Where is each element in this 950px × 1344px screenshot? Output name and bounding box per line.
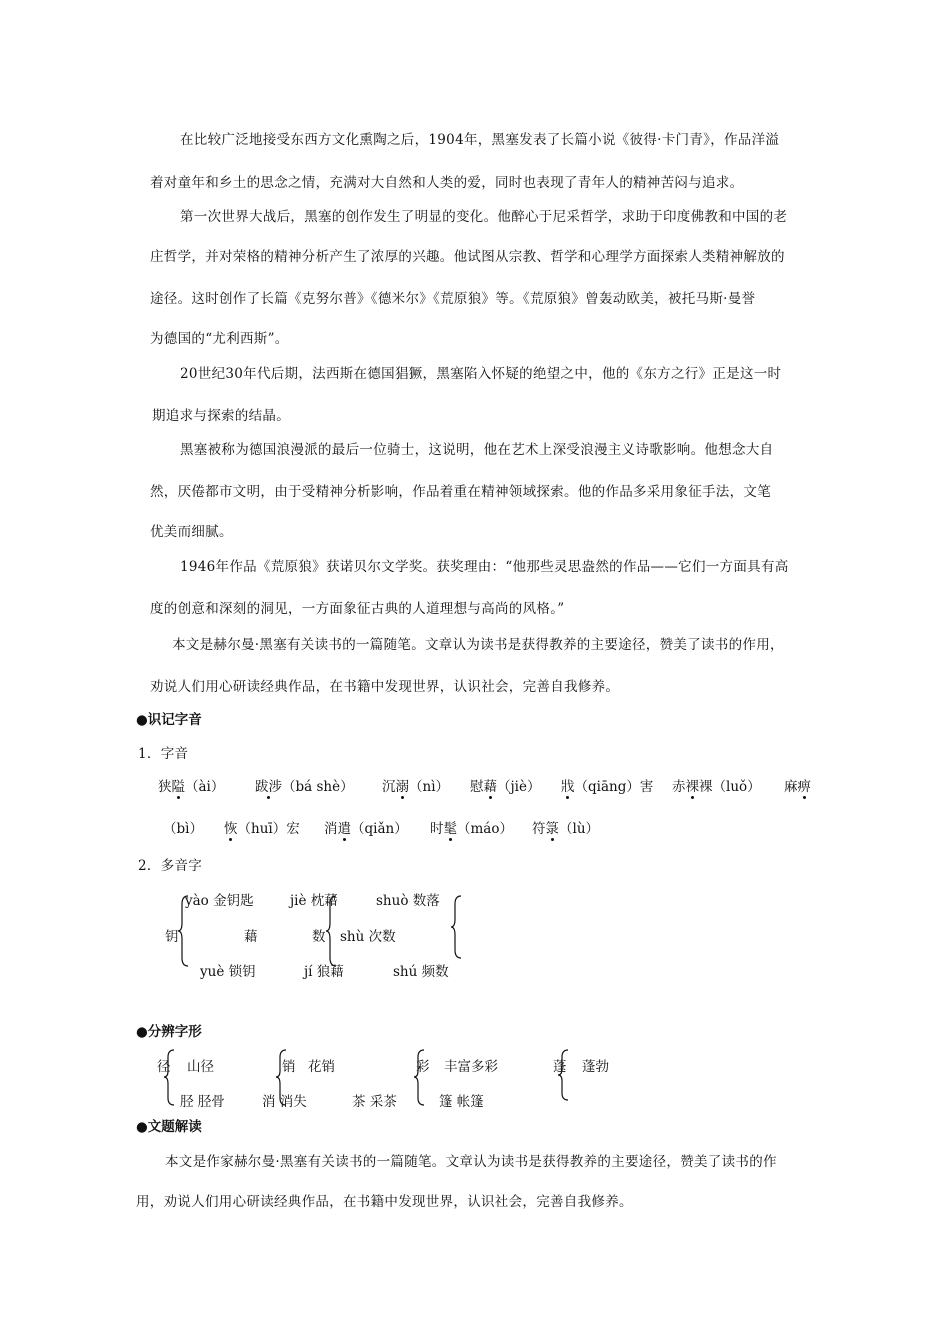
word-item: 狭隘（ài）	[158, 775, 224, 795]
poly-shu-top: shuò 数落	[376, 893, 440, 909]
intro-p2-line3: 途径。这时创作了长篇《克努尔普》《德米尔》《荒原狼》等。《荒原狼》曾轰动欧美，被托马斯·曼誉	[150, 291, 756, 307]
intro-p5-line2: 度的创意和深刻的洞见，一方面象征古典的人道理想与高尚的风格。”	[150, 601, 565, 617]
intro-p3-line2: 期追求与探索的结晶。	[152, 408, 290, 424]
word-item: 戕（qiāng）害	[561, 775, 653, 795]
brace-glyph-3	[414, 1050, 426, 1105]
intro-p1-line1: 在比较广泛地接受东西方文化熏陶之后，1904年，黑塞发表了长篇小说《彼得·卡门青》，作品洋溢	[180, 132, 780, 148]
intro-p4-line2: 然，厌倦都市文明，由于受精神分析影响，作品着重在精神领域探索。他的作品多采用象征手法，文笔	[150, 484, 771, 500]
subheading-polyphonic: 2．多音字	[138, 858, 203, 874]
glyph-key: 彩	[416, 1059, 430, 1075]
word-item: 符箓（lù）	[532, 817, 599, 837]
poly-jie-key: 藉	[244, 929, 258, 945]
intro-p2-line4: 为德国的“尤利西斯”。	[150, 331, 289, 347]
glyph-key: 径	[157, 1059, 171, 1075]
glyph-key: 蓬	[553, 1059, 567, 1075]
section-heading-glyphs: ●分辨字形	[136, 1024, 202, 1040]
intro-p3-line1: 20世纪30年代后期，法西斯在德国猖獗，黑塞陷入怀疑的绝望之中，他的《东方之行》正是这一时	[180, 366, 782, 382]
intro-p2-line2: 庄哲学，并对荣格的精神分析产生了浓厚的兴趣。他试图从宗教、哲学和心理学方面探索人类精神解放的	[150, 249, 785, 265]
poly-shu-mid: shù 次数	[340, 929, 396, 945]
section-heading-pronunciation: ●识记字音	[136, 712, 202, 728]
brace-yao	[178, 896, 190, 966]
glyph-bottom: 篷 帐篷	[439, 1094, 484, 1110]
poly-shu-bottom: shú 频数	[393, 964, 449, 980]
section-heading-title-reading: ●文题解读	[136, 1119, 202, 1135]
intro-p2-line1: 第一次世界大战后，黑塞的创作发生了明显的变化。他醉心于尼采哲学，求助于印度佛教和中国的老	[180, 209, 788, 225]
intro-p6-line2: 劝说人们用心研读经典作品，在书籍中发现世界，认识社会，完善自我修养。	[150, 679, 620, 695]
intro-p6-line1: 本文是赫尔曼·黑塞有关读书的一篇随笔。文章认为读书是获得教养的主要途径，赞美了读书的作用，	[172, 637, 784, 653]
word-item: （bì）	[163, 821, 203, 837]
word-item: 慰藉（jiè）	[470, 775, 541, 795]
poly-yao-top: yào 金钥匙	[185, 893, 254, 909]
word-item: 跋涉（bá shè）	[255, 775, 354, 795]
intro-p5-line1: 1946年作品《荒原狼》获诺贝尔文学奖。获奖理由：“他那些灵思盎然的作品——它们一方面具有高	[180, 559, 789, 575]
word-item: 时髦（máo）	[430, 817, 513, 837]
title-reading-line1: 本文是作家赫尔曼·黑塞有关读书的一篇随笔。文章认为读书是获得教养的主要途径，赞美了读书的作	[165, 1154, 777, 1170]
word-item: 消遣（qiǎn）	[324, 817, 408, 837]
title-reading-line2: 用，劝说人们用心研读经典作品，在书籍中发现世界，认识社会，完善自我修养。	[136, 1194, 633, 1210]
brace-shu	[326, 896, 338, 966]
subheading-pronunciation: 1．字音	[138, 746, 189, 762]
glyph-top: 花销	[308, 1059, 335, 1075]
glyph-top: 蓬勃	[582, 1059, 609, 1075]
word-item: 麻痹	[784, 775, 811, 795]
glyph-top: 山径	[187, 1059, 214, 1075]
poly-yao-bottom: yuè 锁钥	[200, 964, 256, 980]
poly-jie-top: jiè 枕藉	[290, 893, 338, 909]
glyph-bottom: 消 消失	[262, 1094, 307, 1110]
poly-jie-bottom: jí 狼藉	[304, 964, 344, 980]
poly-yao-key: 钥	[165, 929, 179, 945]
glyph-middle: 茶 采茶	[352, 1094, 397, 1110]
word-item: 恢（huī）宏	[224, 817, 300, 837]
glyph-top: 丰富多彩	[444, 1059, 498, 1075]
intro-p4-line3: 优美而细腻。	[150, 524, 233, 540]
intro-p1-line2: 着对童年和乡土的思念之情，充满对大自然和人类的爱，同时也表现了青年人的精神苦闷与追求。	[150, 175, 744, 191]
intro-p4-line1: 黑塞被称为德国浪漫派的最后一位骑士，这说明，他在艺术上深受浪漫主义诗歌影响。他想念大自	[180, 442, 774, 458]
poly-shu-key: 数	[312, 929, 326, 945]
word-item: 沉溺（nì）	[382, 775, 449, 795]
brace-right-empty	[451, 896, 463, 958]
brace-glyph-4	[558, 1050, 570, 1100]
glyph-key: 销	[282, 1059, 296, 1075]
brace-glyph-1	[164, 1050, 176, 1105]
word-item: 赤裸裸（luǒ）	[672, 775, 761, 795]
glyph-bottom: 胫 胫骨	[180, 1094, 225, 1110]
